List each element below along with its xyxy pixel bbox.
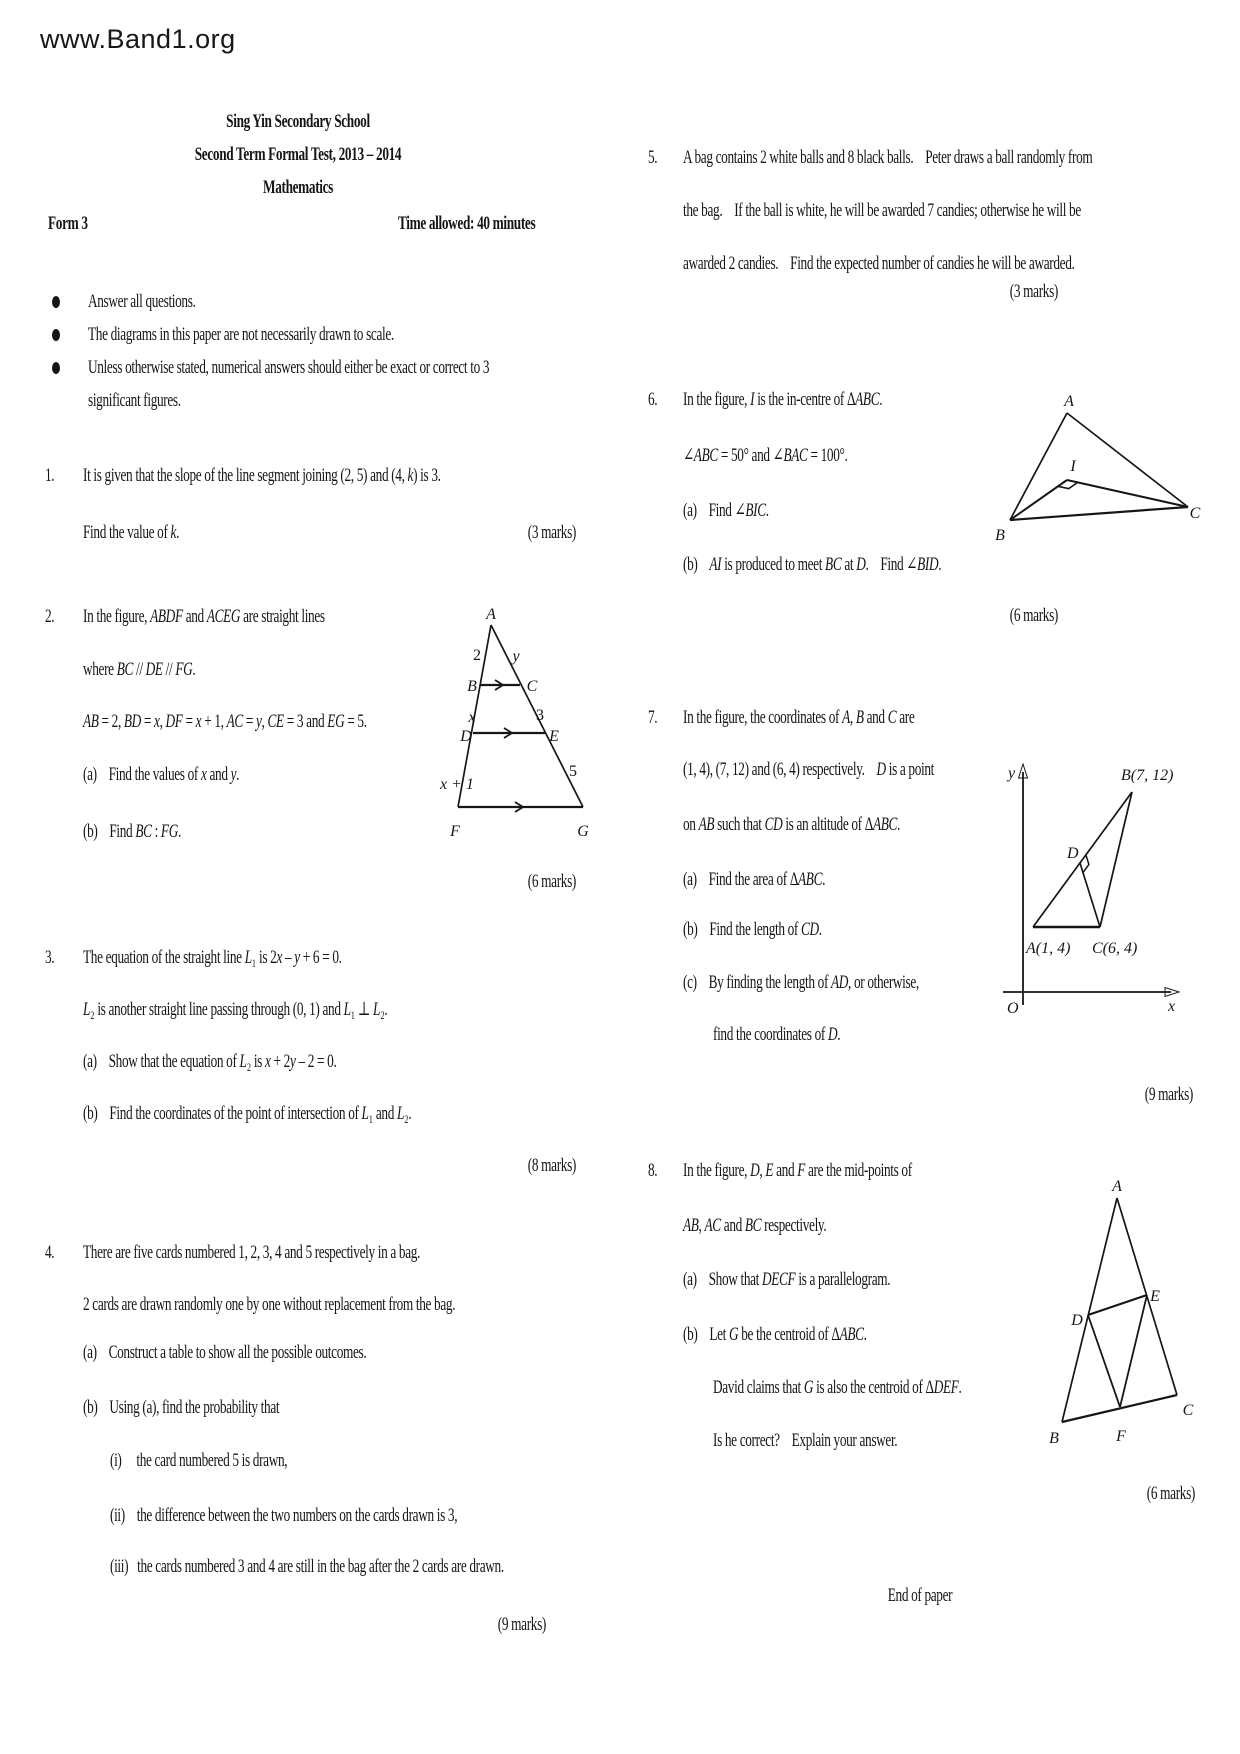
question-text: AB = 2, BD = x, DF = x + 1, AC = y, CE = 3 and EG = 5. [83,711,367,732]
question-part-a: (a) Show that DECF is a parallelogram. [683,1269,891,1290]
y-axis-label: y [1008,765,1016,782]
question-part-b-i: (i) the card numbered 5 is drawn, [110,1450,288,1471]
question-text: on AB such that CD is an altitude of ΔABC. [683,814,900,835]
side-AB [1033,792,1132,927]
vertex-label-C: C [526,678,538,695]
question-part-b-iii: (iii) the cards numbered 3 and 4 are still in the bag after the 2 cards are drawn. [110,1556,504,1577]
question-part-b: (b) AI is produced to meet BC at D. Find ∠BID. [683,554,942,575]
vertex-label-B: B [467,678,477,695]
question-part-a: (a) Show that the equation of L₂ is x + 2y – 2 = 0. [83,1051,337,1072]
question-number: 2. [45,606,55,627]
vertex-label-C: C [1189,505,1201,522]
segment-EF [1120,1295,1147,1407]
question-number: 3. [45,947,55,968]
question-text: awarded 2 candies. Find the expected number of candies he will be awarded. [683,253,1075,274]
marks-label: (8 marks) [527,1155,576,1176]
length-label-DF: x + 1 [440,776,474,793]
question-part-a: (a) Find the area of ΔABC. [683,869,826,890]
question-text: It is given that the slope of the line segment joining (2, 5) and (4, k) is 3. [83,465,441,486]
form-label: Form 3 [48,213,88,234]
x-axis-label: x [1168,998,1176,1015]
marks-label: (6 marks) [1146,1483,1195,1504]
marks-label: (3 marks) [527,522,576,543]
question-text: L₂ is another straight line passing through (0, 1) and L₁ ⊥ L₂. [83,999,388,1020]
question-part-c-cont: find the coordinates of D. [713,1024,841,1045]
question-part-b: (b) Let G be the centroid of ΔABC. [683,1324,867,1345]
question-text: where BC // DE // FG. [83,659,196,680]
side-BC [1062,1395,1177,1422]
vertex-label-A: A [1112,1178,1122,1195]
question-text: In the figure, I is the in-centre of ΔABC. [683,389,883,410]
segment-DF [1088,1315,1120,1407]
question-part-a: (a) Find the values of x and y. [83,764,240,785]
marks-label: (9 marks) [1144,1084,1193,1105]
length-label-CE: 3 [536,707,544,724]
question-text: There are five cards numbered 1, 2, 3, 4 and 5 respectively in a bag. [83,1242,421,1263]
instruction-line: The diagrams in this paper are not necessarily drawn to scale. [88,324,394,345]
point-label-A: A(1, 4) [1026,940,1071,957]
exam-title: Second Term Formal Test, 2013 – 2014 [194,144,402,165]
question-text: A bag contains 2 white balls and 8 black balls. Peter draws a ball randomly from [683,147,1093,168]
question-part-b: (b) Using (a), find the probability that [83,1397,280,1418]
question-number: 1. [45,465,55,486]
question-text: AB, AC and BC respectively. [683,1215,827,1236]
vertex-label-C: C [1182,1402,1194,1419]
question-number: 6. [648,389,658,410]
marks-label: (9 marks) [497,1614,546,1635]
vertex-label-A: A [486,606,496,623]
question2-figure [428,593,603,845]
vertex-label-E: E [549,728,559,745]
point-label-C: C(6, 4) [1092,940,1138,957]
question-part-b-cont: David claims that G is also the centroid of ΔDEF. [713,1377,962,1398]
question-part-a: (a) Construct a table to show all the possible outcomes. [83,1342,367,1363]
incentre-label-I: I [1070,458,1076,475]
bullet-icon [52,362,60,374]
question-number: 8. [648,1160,658,1181]
vertex-label-D: D [460,728,472,745]
point-label-D: D [1067,845,1079,862]
bullet-icon [52,296,60,308]
question-part-b: (b) Find BC : FG. [83,821,181,842]
instruction-line: Unless otherwise stated, numerical answers should either be exact or correct to 3 [88,357,490,378]
question-text: (1, 4), (7, 12) and (6, 4) respectively. D is a point [683,759,935,780]
bullet-icon [52,329,60,341]
question-text: In the figure, ABDF and ACEG are straight lines [83,606,325,627]
question-part-c: (c) By finding the length of AD, or otherwise, [683,972,919,993]
question-part-b-cont: Is he correct? Explain your answer. [713,1430,898,1451]
question-text: 2 cards are drawn randomly one by one without replacement from the bag. [83,1294,456,1315]
length-label-AC: y [512,648,520,665]
side-CB [1100,792,1132,927]
origin-label: O [1007,1000,1019,1017]
length-label-EG: 5 [569,763,577,780]
length-label-AB: 2 [473,647,481,664]
question-text: the bag. If the ball is white, he will be awarded 7 candies; otherwise he will be [683,200,1081,221]
midpoint-label-E: E [1150,1288,1160,1305]
question-number: 5. [648,147,658,168]
school-name: Sing Yin Secondary School [226,111,370,132]
side-BC [1010,507,1188,520]
question-text: In the figure, the coordinates of A, B and C are [683,707,915,728]
midpoint-label-F: F [1116,1428,1126,1445]
length-label-BD: x [468,709,476,726]
vertex-label-G: G [577,823,589,840]
question6-figure [985,350,1210,550]
vertex-label-B: B [1049,1430,1059,1447]
question-part-b-ii: (ii) the difference between the two numbers on the cards drawn is 3, [110,1505,458,1526]
question-text: The equation of the straight line L₁ is 2x – y + 6 = 0. [83,947,342,968]
question-text: ∠ABC = 50° and ∠BAC = 100°. [683,445,848,466]
marks-label: (6 marks) [1009,605,1058,626]
marks-label: (6 marks) [527,871,576,892]
question-part-b: (b) Find the length of CD. [683,919,822,940]
question-text: In the figure, D, E and F are the mid-points of [683,1160,912,1181]
vertex-label-B: B [995,527,1005,544]
question-number: 7. [648,707,658,728]
segment-DE [1088,1295,1147,1315]
instruction-line: Answer all questions. [88,291,196,312]
side-AB [1010,413,1067,520]
midpoint-label-D: D [1071,1312,1083,1329]
instruction-line: significant figures. [88,390,181,411]
vertex-label-F: F [450,823,460,840]
question-number: 4. [45,1242,55,1263]
end-of-paper-label: End of paper [887,1585,953,1606]
question7-figure [995,680,1195,1025]
question-part-b: (b) Find the coordinates of the point of intersection of L₁ and L₂. [83,1103,412,1124]
question8-figure [1040,1175,1205,1460]
question-part-a: (a) Find ∠BIC. [683,500,769,521]
time-allowed-label: Time allowed: 40 minutes [398,213,536,234]
subject-title: Mathematics [262,177,334,198]
point-label-B: B(7, 12) [1121,767,1174,784]
marks-label: (3 marks) [1009,281,1058,302]
side-AB [1062,1198,1117,1422]
vertex-label-A: A [1064,393,1074,410]
watermark-url: www.Band1.org [40,24,236,54]
question-text: Find the value of k. [83,522,180,543]
